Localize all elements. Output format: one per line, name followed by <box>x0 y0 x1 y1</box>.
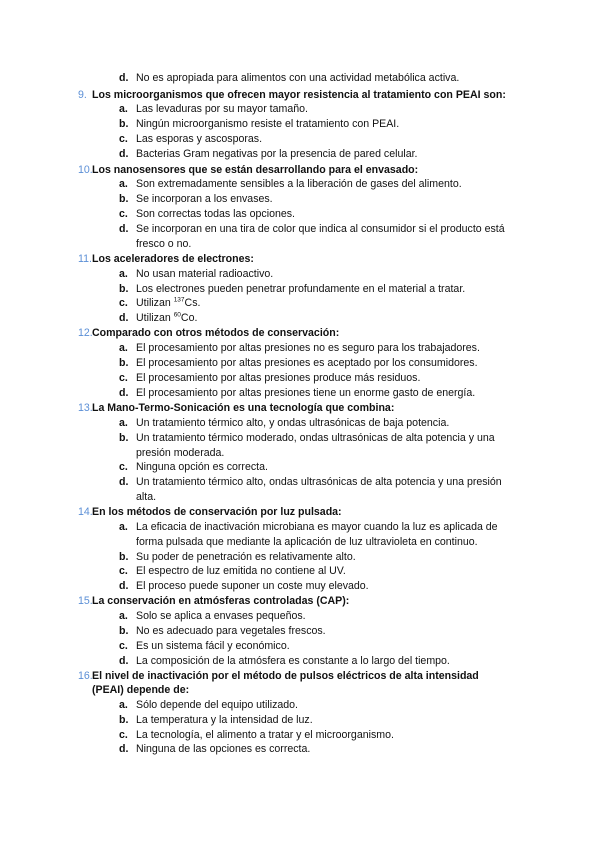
option-letter: d. <box>119 655 129 667</box>
option-q16-b <box>119 713 539 728</box>
option-text: Un tratamiento térmico alto, ondas ultrasónicas de alta potencia y una presión <box>136 476 502 488</box>
option-q10-d <box>119 222 539 237</box>
question-text: Los microorganismos que ofrecen mayor resistencia al tratamiento con PEAI son: <box>92 89 506 101</box>
option-q13-b-continuation: presión moderada. <box>136 447 225 459</box>
option-q13-b <box>119 431 539 446</box>
question-16-continuation: (PEAI) depende de: <box>92 684 190 696</box>
option-text: Se incorporan en una tira de color que indica al consumidor si el producto está <box>136 223 505 235</box>
question-text: En los métodos de conservación por luz pulsada: <box>92 506 342 518</box>
option-text: Se incorporan a los envases. <box>136 193 273 205</box>
question-text: La conservación en atmósferas controladas (CAP): <box>92 595 350 607</box>
option-text: No usan material radioactivo. <box>136 268 274 280</box>
option-letter: d. <box>119 387 129 399</box>
option-text: Los electrones pueden penetrar profundamente en el material a tratar. <box>136 283 466 295</box>
question-text: El nivel de inactivación por el método de pulsos eléctricos de alta intensidad <box>92 670 479 682</box>
option-q9-c <box>119 132 539 147</box>
option-q15-d <box>119 654 539 669</box>
option-text: Son extremadamente sensibles a la liberación de gases del alimento. <box>136 178 462 190</box>
question-number: 10. <box>78 164 93 176</box>
option-text-prefix: Utilizan <box>136 297 174 309</box>
option-q13-a <box>119 416 539 431</box>
option-q9-b <box>119 117 539 132</box>
option-letter: c. <box>119 729 128 741</box>
option-text: La tecnología, el alimento a tratar y el microorganismo. <box>136 729 394 741</box>
question-text: Los nanosensores que se están desarrollando para el envasado: <box>92 164 419 176</box>
option-text: Un tratamiento térmico moderado, ondas ultrasónicas de alta potencia y una <box>136 432 495 444</box>
option-letter: d. <box>119 580 129 592</box>
option-letter: b. <box>119 357 129 369</box>
option-letter: c. <box>119 565 128 577</box>
option-q13-d-continuation: alta. <box>136 491 157 503</box>
option-q13-d <box>119 475 539 490</box>
option-letter: a. <box>119 521 128 533</box>
option-q14-a-continuation: forma pulsada que mediante la aplicación de luz ultravioleta en continuo. <box>136 536 478 548</box>
option-letter: a. <box>119 610 128 622</box>
option-letter: c. <box>119 297 128 309</box>
option-text <box>136 296 200 311</box>
isotope-mass-number: 137 <box>173 296 185 304</box>
option-letter: b. <box>119 118 129 130</box>
option-q10-c <box>119 207 539 222</box>
option-text: Bacterias Gram negativas por la presencia de pared celular. <box>136 148 418 160</box>
option-q9-d <box>119 147 539 162</box>
option-letter: d. <box>119 312 129 324</box>
question-number: 14. <box>78 506 93 518</box>
option-text: Su poder de penetración es relativamente alto. <box>136 551 356 563</box>
option-q8-d <box>119 71 539 86</box>
option-q13-c <box>119 460 539 475</box>
option-letter: c. <box>119 133 128 145</box>
option-q14-d <box>119 579 539 594</box>
option-letter: c. <box>119 461 128 473</box>
option-q11-b <box>119 282 539 297</box>
option-text: Un tratamiento térmico alto, y ondas ultrasónicas de baja potencia. <box>136 417 450 429</box>
option-text: Las levaduras por su mayor tamaño. <box>136 103 308 115</box>
question-text: Los aceleradores de electrones: <box>92 253 254 265</box>
option-text-suffix: Cs. <box>184 297 201 309</box>
option-text: No es adecuado para vegetales frescos. <box>136 625 326 637</box>
option-text: El procesamiento por altas presiones es aceptado por los consumidores. <box>136 357 478 369</box>
option-q15-c <box>119 639 539 654</box>
option-text: No es apropiada para alimentos con una actividad metabólica activa. <box>136 72 460 84</box>
option-text: Ningún microorganismo resiste el tratamiento con PEAI. <box>136 118 400 130</box>
question-number: 16. <box>78 670 93 682</box>
option-q16-d <box>119 742 539 757</box>
option-q10-b <box>119 192 539 207</box>
option-letter: d. <box>119 72 129 84</box>
option-letter: b. <box>119 551 129 563</box>
option-text: El procesamiento por altas presiones tiene un enorme gasto de energía. <box>136 387 476 399</box>
option-text-prefix: Utilizan <box>136 312 174 324</box>
option-text: El espectro de luz emitida no contiene al UV. <box>136 565 346 577</box>
option-q15-b <box>119 624 539 639</box>
option-letter: d. <box>119 223 129 235</box>
option-text: El proceso puede suponer un coste muy elevado. <box>136 580 369 592</box>
option-q14-c <box>119 564 539 579</box>
option-q9-a <box>119 102 539 117</box>
option-q14-a <box>119 520 539 535</box>
option-letter: c. <box>119 640 128 652</box>
option-letter: a. <box>119 178 128 190</box>
option-letter: d. <box>119 743 129 755</box>
option-text: Ninguna opción es correcta. <box>136 461 268 473</box>
question-number: 12. <box>78 327 93 339</box>
option-text-suffix: Co. <box>180 312 198 324</box>
option-text <box>136 311 197 326</box>
option-q12-d <box>119 386 539 401</box>
option-q12-c <box>119 371 539 386</box>
question-number: 11. <box>78 253 92 265</box>
option-q16-a <box>119 698 539 713</box>
option-text: El procesamiento por altas presiones produce más residuos. <box>136 372 421 384</box>
option-letter: b. <box>119 283 129 295</box>
option-text: Es un sistema fácil y económico. <box>136 640 290 652</box>
option-letter: c. <box>119 372 128 384</box>
option-q11-a <box>119 267 539 282</box>
question-number: 13. <box>78 402 93 414</box>
option-letter: b. <box>119 193 129 205</box>
option-text: Solo se aplica a envases pequeños. <box>136 610 306 622</box>
option-letter: c. <box>119 208 128 220</box>
option-text: La temperatura y la intensidad de luz. <box>136 714 313 726</box>
option-letter: b. <box>119 432 129 444</box>
option-letter: a. <box>119 342 128 354</box>
option-text: La eficacia de inactivación microbiana es mayor cuando la luz es aplicada de <box>136 521 498 533</box>
option-letter: a. <box>119 268 128 280</box>
option-letter: a. <box>119 417 128 429</box>
option-letter: b. <box>119 625 129 637</box>
option-text: El procesamiento por altas presiones no es seguro para los trabajadores. <box>136 342 480 354</box>
option-q12-a <box>119 341 539 356</box>
option-q10-d-continuation: fresco o no. <box>136 238 192 250</box>
isotope-mass-number: 60 <box>173 311 181 319</box>
option-letter: d. <box>119 148 129 160</box>
option-q12-b <box>119 356 539 371</box>
question-text: Comparado con otros métodos de conservación: <box>92 327 340 339</box>
option-text: Las esporas y ascosporas. <box>136 133 263 145</box>
option-letter: a. <box>119 103 128 115</box>
option-q10-a <box>119 177 539 192</box>
option-text: Ninguna de las opciones es correcta. <box>136 743 311 755</box>
option-text: La composición de la atmósfera es constante a lo largo del tiempo. <box>136 655 450 667</box>
option-letter: b. <box>119 714 129 726</box>
option-q11-d <box>119 311 539 326</box>
option-text: Sólo depende del equipo utilizado. <box>136 699 298 711</box>
option-letter: d. <box>119 476 129 488</box>
question-text: La Mano-Termo-Sonicación es una tecnología que combina: <box>92 402 395 414</box>
option-q15-a <box>119 609 539 624</box>
option-q14-b <box>119 550 539 565</box>
option-q11-c <box>119 296 539 311</box>
option-text: Son correctas todas las opciones. <box>136 208 295 220</box>
question-number: 15. <box>78 595 93 607</box>
option-letter: a. <box>119 699 128 711</box>
question-number: 9. <box>78 89 87 101</box>
option-q16-c <box>119 728 539 743</box>
